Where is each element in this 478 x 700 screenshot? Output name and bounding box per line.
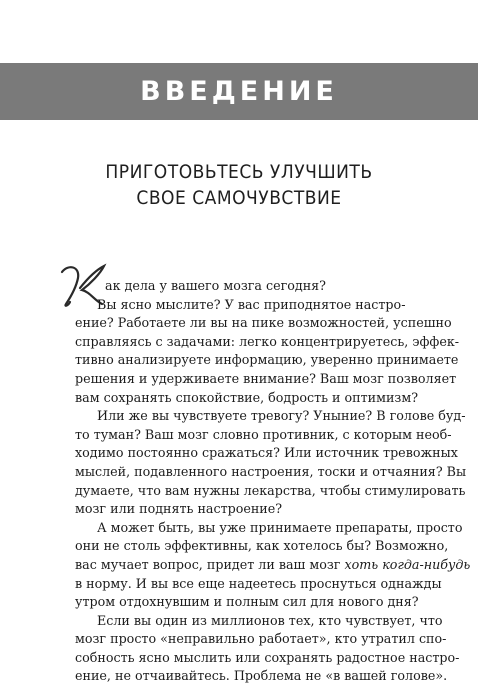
- paragraph-line: утром отдохнувшим и полным сил для нового дня?: [75, 594, 419, 610]
- section-heading-line-2: СВОЕ САМОЧУВСТВИЕ: [136, 187, 342, 209]
- paragraph-line: ходимо постоянно сражаться? Или источник тревожных: [75, 445, 458, 461]
- paragraph-line: думаете, что вам нужны лекарства, чтобы стимулировать: [75, 482, 466, 498]
- paragraph-line: то туман? Ваш мозг словно противник, с которым необ-: [75, 426, 452, 442]
- paragraph-line: тивно анализируете информацию, уверенно принимаете: [75, 352, 459, 368]
- paragraph-line: решения и удерживаете внимание? Ваш мозг позволяет: [75, 370, 457, 386]
- chapter-banner: [0, 63, 478, 120]
- paragraph-line: справляясь с задачами: легко концентрируетесь, эффек-: [75, 333, 460, 349]
- paragraph-line: ак дела у вашего мозга сегодня?: [105, 278, 326, 293]
- chapter-title: ВВЕДЕНИЕ: [140, 76, 338, 107]
- paragraph-line: [75, 556, 471, 575]
- paragraph-line: Или же вы чувствуете тревогу? Уныние? В голове буд-: [97, 408, 466, 424]
- paragraph-line: ение? Работаете ли вы на пике возможностей, успешно: [75, 315, 452, 331]
- paragraph-line: собность ясно мыслить или сохранять радостное настро-: [75, 649, 460, 665]
- paragraph-line: они не столь эффективны, как хотелось бы? Возможно,: [75, 538, 449, 554]
- emphasis-text: хоть когда-нибудь: [344, 556, 471, 572]
- paragraph-line: в норму. И вы все еще надеетесь проснуться однажды: [75, 575, 442, 591]
- paragraph-line: Если вы один из миллионов тех, кто чувствует, что: [97, 612, 443, 628]
- section-heading-line-1: ПРИГОТОВЬТЕСЬ УЛУЧШИТЬ: [105, 161, 373, 183]
- body-text: [75, 277, 471, 686]
- paragraph-line: Вы ясно мыслите? У вас приподнятое настро-: [97, 296, 406, 312]
- paragraph-line: вам сохранять спокойствие, бодрость и оптимизм?: [75, 389, 419, 405]
- paragraph-line: мыслей, подавленного настроения, тоски и отчаяния? Вы: [75, 463, 467, 479]
- paragraph-line-text: вас мучает вопрос, придет ли ваш мозг: [75, 556, 345, 572]
- paragraph-line: ение, не отчаивайтесь. Проблема не «в вашей голове».: [75, 668, 448, 684]
- paragraph-line: мозг просто «неправильно работает», кто утратил спо-: [75, 631, 447, 647]
- paragraph-line: А может быть, вы уже принимаете препараты, просто: [97, 519, 463, 535]
- paragraph-line: мозг или поднять настроение?: [75, 501, 283, 517]
